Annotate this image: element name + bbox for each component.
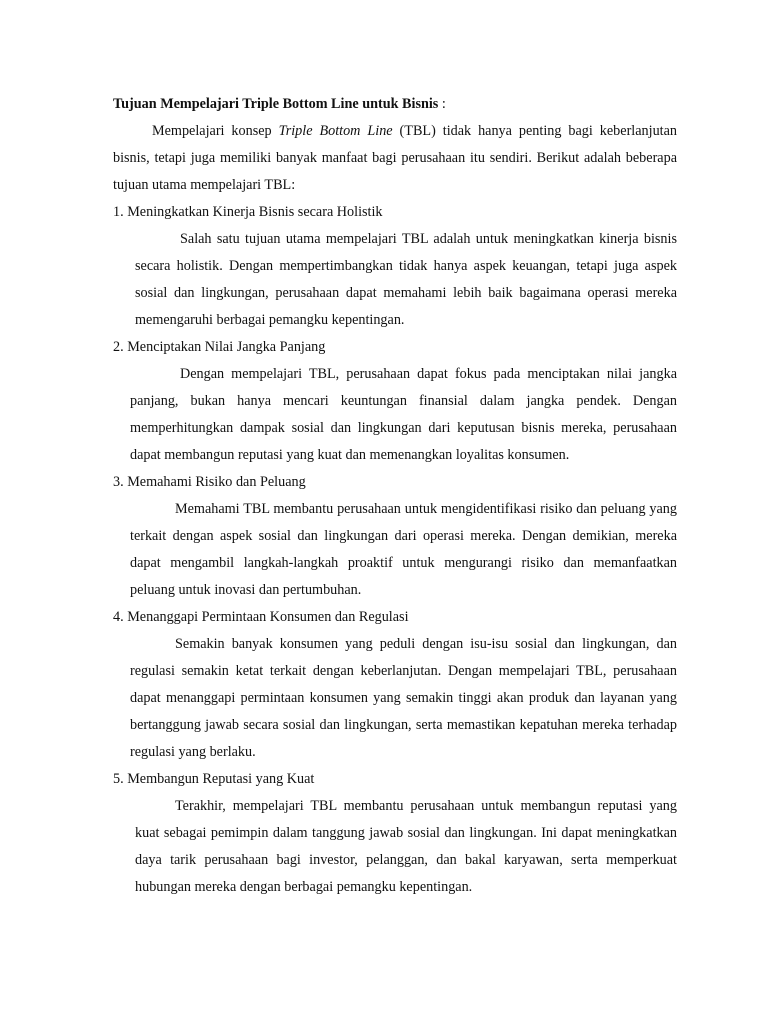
item-5-title: 5. Membangun Reputasi yang Kuat [113, 771, 315, 787]
item-2-title: 2. Menciptakan Nilai Jangka Panjang [113, 339, 326, 355]
heading-title: Tujuan Mempelajari Triple Bottom Line untuk Bisnis [113, 96, 439, 112]
intro-text-start: Mempelajari konsep [152, 123, 279, 139]
item-3-body: Memahami TBL membantu perusahaan untuk mengidentifikasi risiko dan peluang yang terkait dengan aspek sosial dan lingkungan dari operasi mereka. Dengan demikian, mereka dapat mengambil langkah-langkah proaktif untuk mengurangi risiko dan memanfaatkan peluang untuk inovasi dan pertumbuhan. [130, 501, 677, 598]
item-5-body: Terakhir, mempelajari TBL membantu perusahaan untuk membangun reputasi yang kuat sebagai pemimpin dalam tanggung jawab sosial dan lingkungan. Ini dapat meningkatkan daya tarik perusahaan bagi investor, pelanggan, dan bakal karyawan, serta memperkuat hubungan mereka dengan berbagai pemangku kepentingan. [135, 798, 677, 895]
document-heading [113, 91, 677, 118]
heading-colon: : [438, 96, 446, 112]
item-3-title: 3. Memahami Risiko dan Peluang [113, 474, 306, 490]
intro-italic-term: Triple Bottom Line [278, 123, 393, 139]
item-4-title: 4. Menanggapi Permintaan Konsumen dan Regulasi [113, 609, 409, 625]
intro-paragraph [113, 118, 677, 199]
item-1-title: 1. Meningkatkan Kinerja Bisnis secara Holistik [113, 204, 383, 220]
item-1-body: Salah satu tujuan utama mempelajari TBL adalah untuk meningkatkan kinerja bisnis secara holistik. Dengan mempertimbangkan tidak hanya aspek keuangan, tetapi juga aspek sosial dan lingkungan, perusahaan dapat memahami lebih baik bagaimana operasi mereka memengaruhi berbagai pemangku kepentingan. [135, 231, 677, 328]
item-4-body: Semakin banyak konsumen yang peduli dengan isu-isu sosial dan lingkungan, dan regulasi semakin ketat terkait dengan keberlanjutan. Dengan mempelajari TBL, perusahaan dapat menanggapi permintaan konsumen yang semakin tinggi akan produk dan layanan yang bertanggung jawab secara sosial dan lingkungan, serta memastikan kepatuhan mereka terhadap regulasi yang berlaku. [130, 636, 677, 760]
intro-text-end: (TBL) tidak hanya penting bagi keberlanjutan bisnis, tetapi juga memiliki banyak manfaat bagi perusahaan itu sendiri. Berikut adalah beberapa tujuan utama mempelajari TBL: [113, 123, 677, 193]
item-2-body: Dengan mempelajari TBL, perusahaan dapat fokus pada menciptakan nilai jangka panjang, bukan hanya mencari keuntungan finansial dalam jangka pendek. Dengan memperhitungkan dampak sosial dan lingkungan dari keputusan bisnis mereka, perusahaan dapat membangun reputasi yang kuat dan memenangkan loyalitas konsumen. [130, 366, 677, 463]
document-content [113, 91, 677, 901]
